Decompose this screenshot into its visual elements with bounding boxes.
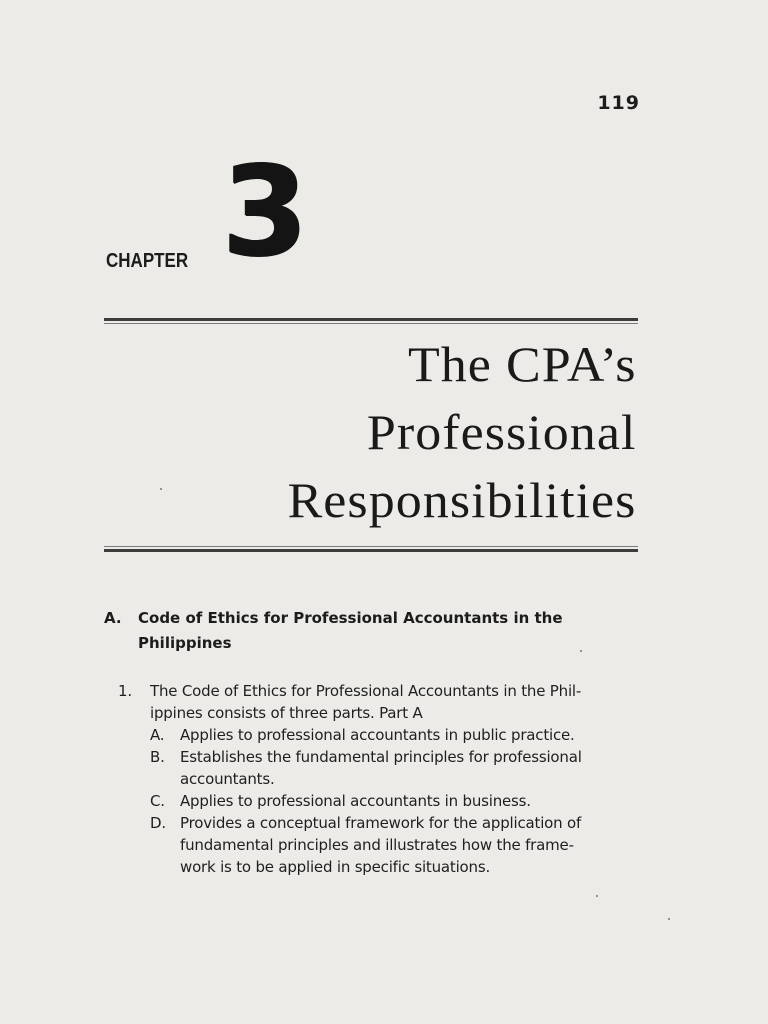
choice-a [150, 724, 638, 746]
answer-choices [150, 724, 638, 878]
bottom-rule [104, 546, 638, 552]
section-heading-line-2: Philippines [138, 634, 232, 652]
question-stem-line-2: ippines consists of three parts. Part A [150, 704, 423, 722]
question-stem-line-1: The Code of Ethics for Professional Accountants in the Phil- [150, 682, 582, 700]
choice-text: Establishes the fundamental principles for professional [180, 748, 582, 766]
question-1 [118, 680, 638, 878]
choice-letter: B. [150, 748, 165, 766]
choice-text: Applies to professional accountants in public practice. [180, 726, 575, 744]
section-letter: A. [104, 609, 122, 627]
title-line-1: The CPA’s [407, 336, 636, 392]
scan-speck [596, 895, 598, 897]
choice-b [150, 746, 638, 790]
chapter-title [287, 330, 636, 534]
title-line-3: Responsibilities [287, 472, 636, 528]
title-line-2: Professional [366, 404, 636, 460]
choice-d [150, 812, 638, 878]
scan-speck [160, 488, 162, 490]
scan-speck [668, 918, 670, 920]
scan-speck [580, 650, 582, 652]
choice-text: fundamental principles and illustrates how the frame- [180, 836, 574, 854]
choice-text: work is to be applied in specific situations. [180, 858, 491, 876]
choice-letter: D. [150, 814, 166, 832]
choice-text: Provides a conceptual framework for the application of [180, 814, 582, 832]
section-heading-line-1: Code of Ethics for Professional Accountants in the [138, 609, 563, 627]
choice-letter: C. [150, 792, 165, 810]
question-number: 1. [118, 682, 132, 700]
page-number: 119 [597, 92, 640, 114]
choice-text: accountants. [180, 770, 275, 788]
choice-c [150, 790, 638, 812]
chapter-label: CHAPTER [106, 250, 189, 272]
chapter-number: 3 [222, 140, 309, 284]
choice-text: Applies to professional accountants in business. [180, 792, 531, 810]
section-heading [104, 606, 644, 656]
choice-letter: A. [150, 726, 165, 744]
top-rule [104, 318, 638, 324]
